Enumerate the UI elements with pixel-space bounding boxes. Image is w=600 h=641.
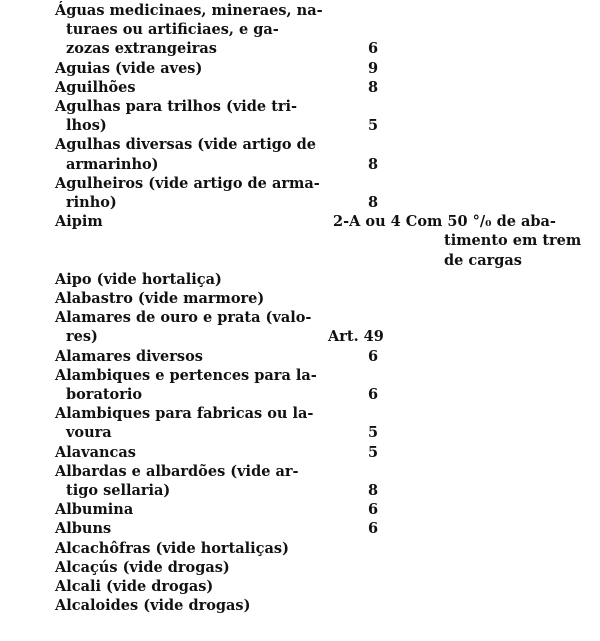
item-name: Alcali (vide drogas): [55, 578, 214, 595]
tariff-class: 5: [368, 117, 379, 135]
tariff-class: 6: [368, 501, 379, 519]
table-row: [0, 539, 600, 558]
item-name: Agulhas diversas (vide artigo de: [55, 136, 316, 154]
tariff-class: Art. 49: [328, 328, 384, 346]
table-row: [0, 347, 600, 366]
tariff-class: 6: [368, 520, 379, 538]
table-row: [0, 20, 600, 39]
table-row: [0, 193, 600, 212]
item-name: Agulheiros (vide artigo de arma-: [55, 174, 320, 192]
item-name: rinho): [66, 194, 117, 211]
tariff-class: 8: [368, 78, 379, 96]
tariff-class: 6: [368, 386, 379, 403]
item-name: voura: [66, 424, 112, 442]
table-row: [0, 385, 600, 404]
item-name: Agulhas para trilhos (vide tri-: [55, 98, 298, 115]
table-row: [0, 462, 600, 481]
tariff-class: 5: [368, 443, 379, 461]
table-row: [0, 443, 600, 462]
item-name: turaes ou artificiaes, e ga-: [66, 21, 279, 39]
table-row: [0, 135, 600, 154]
table-row: [0, 577, 600, 596]
item-name: Alcaçús (vide drogas): [55, 558, 230, 576]
item-name: zozas extrangeiras: [66, 40, 217, 58]
item-name: armarinho): [66, 155, 159, 173]
table-row: [0, 174, 600, 193]
item-name: Albardas e albardões (vide ar-: [55, 462, 299, 480]
table-row: [0, 59, 600, 78]
item-name: Alamares diversos: [55, 347, 203, 365]
item-name: Aguilhões: [55, 78, 136, 96]
item-name: Albumina: [55, 501, 134, 519]
table-row: [0, 97, 600, 116]
table-row: [0, 39, 600, 58]
item-name: Alavancas: [55, 443, 136, 461]
table-row: [0, 212, 600, 231]
table-row: [0, 481, 600, 500]
item-name: Alcaloides (vide drogas): [55, 597, 251, 615]
item-name: res): [66, 328, 98, 346]
table-row: [0, 500, 600, 519]
table-row: [0, 404, 600, 423]
tariff-note: de cargas: [444, 251, 522, 269]
tariff-class: 8: [368, 482, 379, 499]
table-row: [0, 78, 600, 97]
item-name: Aipim: [55, 213, 103, 231]
item-name: Aguias (vide aves): [55, 59, 203, 77]
table-row: [0, 155, 600, 174]
table-row: [0, 116, 600, 135]
tariff-class: 2-A ou 4 Com 50 °/₀ de aba-: [333, 213, 556, 231]
item-name: Alambiques para fabricas ou la-: [55, 405, 314, 423]
item-name: Aipo (vide hortaliça): [55, 270, 222, 288]
item-name: Alabastro (vide marmore): [55, 290, 265, 307]
tariff-class: 6: [368, 347, 379, 365]
item-name: Albuns: [55, 520, 112, 538]
tariff-class: 8: [368, 155, 379, 173]
table-row: [0, 231, 600, 250]
table-row: [0, 327, 600, 346]
tariff-note: timento em trem: [444, 232, 582, 250]
tariff-class: 9: [368, 59, 379, 77]
table-row: [0, 423, 600, 442]
item-name: lhos): [66, 117, 107, 135]
item-name: boratorio: [66, 386, 143, 403]
table-row: [0, 558, 600, 577]
table-row: [0, 596, 600, 615]
tariff-class: 6: [368, 40, 379, 58]
table-row: [0, 366, 600, 385]
item-name: Águas medicinaes, mineraes, na-: [55, 2, 323, 19]
table-row: [0, 519, 600, 538]
table-row: [0, 289, 600, 308]
tariff-class: 8: [368, 194, 379, 211]
item-name: Alcachôfras (vide hortaliças): [55, 539, 289, 557]
item-name: tigo sellaria): [66, 482, 171, 499]
table-row: [0, 1, 600, 20]
item-name: Alamares de ouro e prata (valo-: [55, 309, 312, 327]
table-row: [0, 308, 600, 327]
table-row: [0, 270, 600, 289]
item-name: Alambiques e pertences para la-: [55, 366, 317, 384]
table-row: [0, 251, 600, 270]
tariff-class: 5: [368, 424, 379, 442]
